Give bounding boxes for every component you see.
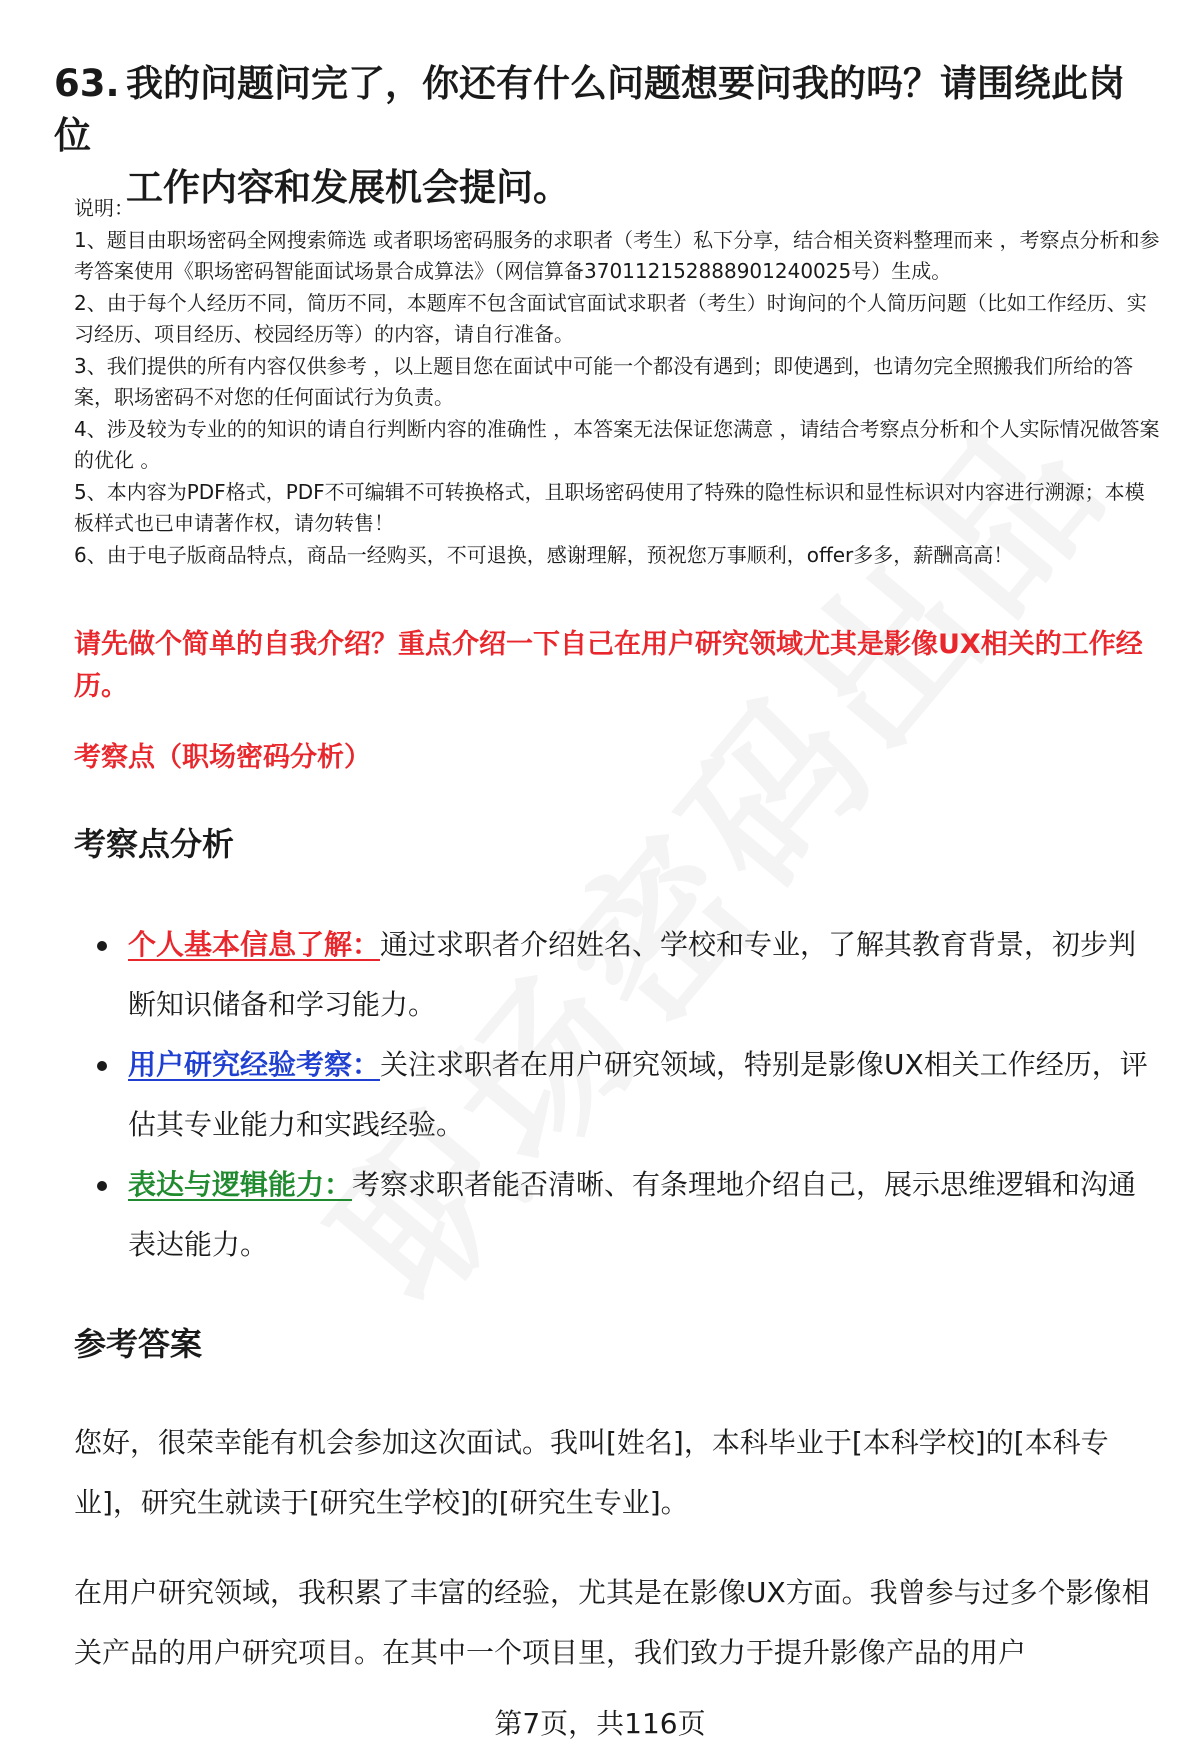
- notice-item: 2、由于每个人经历不同，简历不同，本题库不包含面试官面试求职者（考生）时询问的个人简历问题（比如工作经历、实习经历、项目经历、校园经历等）的内容，请自行准备。: [74, 290, 1147, 346]
- notice-item: 3、我们提供的所有内容仅供参考 ，以上题目您在面试中可能一个都没有遇到；即使遇到，也请勿完全照搬我们所给的答案，职场密码不对您的任何面试行为负责。: [74, 353, 1134, 409]
- notice-item: 4、涉及较为专业的的知识的请自行判断内容的准确性 ，本答案无法保证您满意 ，请结合考察点分析和个人实际情况做答案的优化 。: [74, 416, 1160, 472]
- page-footer: 第7页，共116页: [494, 1707, 706, 1740]
- analysis-item: [90, 915, 1150, 1035]
- answer-body: [74, 1413, 1164, 1713]
- notice-item: 6、由于电子版商品特点，商品一经购买，不可退换，感谢理解，预祝您万事顺利，offer多多，薪酬高高！: [74, 542, 1014, 567]
- analysis-text: 考察求职者能否清晰、有条理地介绍自己，展示思维逻辑和沟通表达能力。: [128, 1168, 1137, 1261]
- question-line-1: 我的问题问完了，你还有什么问题想要问我的吗？请围绕此岗位: [54, 62, 1125, 157]
- analysis-item: [90, 1035, 1150, 1155]
- analysis-tag: 用户研究经验考察：: [128, 1048, 381, 1081]
- question-number: 63.: [54, 62, 120, 105]
- analysis-text: 通过求职者介绍姓名、学校和专业，了解其教育背景，初步判断知识储备和学习能力。: [128, 928, 1137, 1021]
- notice-heading: 说明：: [74, 196, 134, 220]
- analysis-tag: 个人基本信息了解：: [128, 928, 381, 961]
- notice-block: [74, 193, 1164, 571]
- analysis-heading: 考察点分析: [74, 825, 235, 863]
- notice-item: 5、本内容为PDF格式，PDF不可编辑不可转换格式，且职场密码使用了特殊的隐性标识和显性标识对内容进行溯源；本模板样式也已申请著作权，请勿转售！: [74, 479, 1145, 535]
- analysis-list: [90, 915, 1150, 1275]
- notice-item: 1、题目由职场密码全网搜索筛选 或者职场密码服务的求职者（考生）私下分享，结合相关资料整理而来 ，考察点分析和参考答案使用《职场密码智能面试场景合成算法》（网信算备370112152888901240025号）生成。: [74, 227, 1160, 283]
- interview-question: 请先做个简单的自我介绍？重点介绍一下自己在用户研究领域尤其是影像UX相关的工作经历。: [74, 629, 1143, 702]
- analysis-label: 考察点（职场密码分析）: [74, 742, 371, 773]
- analysis-tag: 表达与逻辑能力：: [128, 1168, 353, 1201]
- bullet-icon: [97, 1181, 107, 1191]
- answer-paragraph: 在用户研究领域，我积累了丰富的经验，尤其是在影像UX方面。我曾参与过多个影像相关产品的用户研究项目。在其中一个项目里，我们致力于提升影像产品的用户: [74, 1576, 1150, 1669]
- answer-heading: 参考答案: [74, 1325, 203, 1363]
- analysis-item: [90, 1155, 1150, 1275]
- bullet-icon: [97, 1061, 107, 1071]
- answer-paragraph: 您好，很荣幸能有机会参加这次面试。我叫[姓名]，本科毕业于[本科学校]的[本科专业]，研究生就读于[研究生学校]的[研究生专业]。: [74, 1426, 1109, 1519]
- question-line-2: 工作内容和发展机会提问。: [126, 166, 570, 209]
- bullet-icon: [97, 941, 107, 951]
- analysis-text: 关注求职者在用户研究领域，特别是影像UX相关工作经历，评估其专业能力和实践经验。: [128, 1048, 1148, 1141]
- question-title: [54, 58, 1144, 214]
